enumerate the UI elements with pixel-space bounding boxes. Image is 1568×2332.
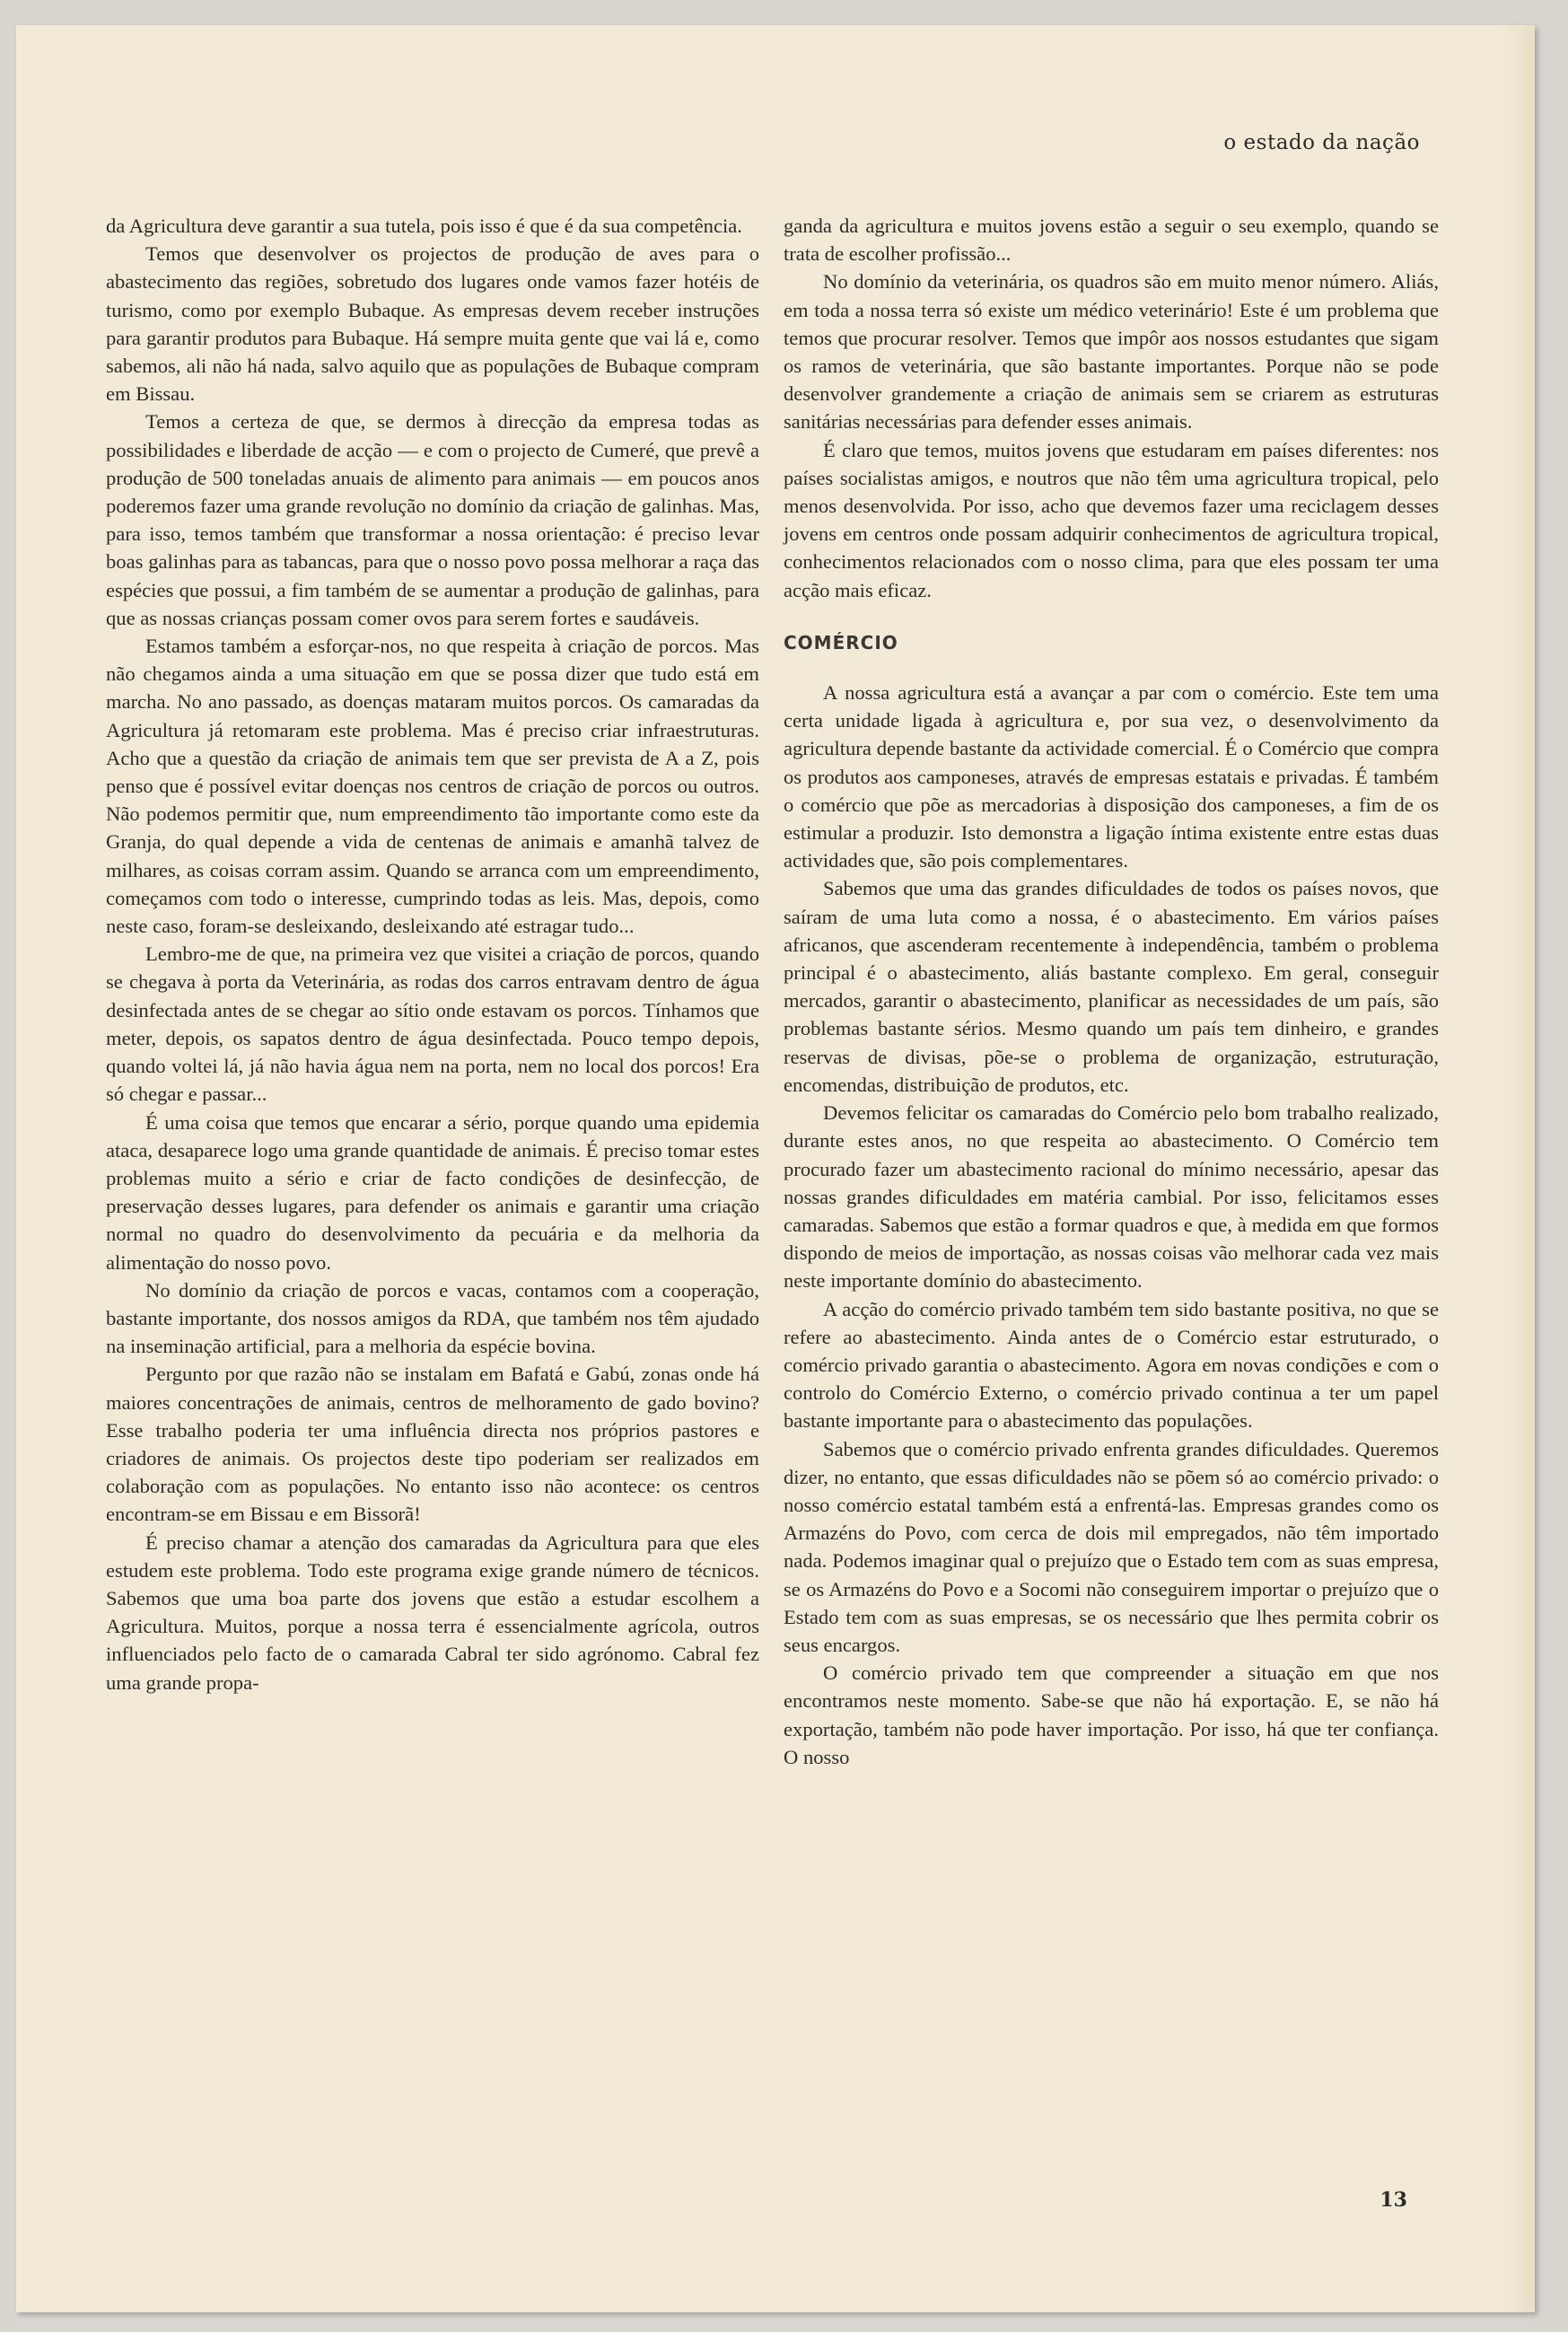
paragraph: O comércio privado tem que compreender a situação em que nos encontramos neste momento. Sabe-se que não há exportação. E, se não há exportação, também não pode haver importação. Por isso, há que ter confiança. O nosso [784,1661,1439,1768]
paragraph: Sabemos que uma das grandes dificuldades de todos os países novos, que saíram de uma luta como a nossa, é o abastecimento. Em vários países africanos, que ascenderam recentemente à independência, também o problema principal é o abastecimento, aliás bastante complexo. Em geral, conseguir mercados, garantir o abastecimento, planificar as necessidades de um país, são problemas bastante sérios. Mesmo quando um país tem dinheiro, e grandes reservas de divisas, põe-se o problema de organização, estruturação, encomendas, distribuição de produtos, etc. [784,877,1439,1096]
paragraph: A acção do comércio privado também tem sido bastante positiva, no que se refere ao abastecimento. Ainda antes de o Comércio estar estruturado, o comércio privado garantia o abastecimento. Agora em novas condições e com o controlo do Comércio Externo, o comércio privado continua a ter um papel bastante importante para o abastecimento das populações. [784,1297,1439,1433]
paragraph: No domínio da veterinária, os quadros são em muito menor número. Aliás, em toda a nossa terra só existe um médico veterinário! Este é um problema que temos que procurar resolver. Temos que impôr aos nossos estudantes que sigam os ramos de veterinária, que são bastante importantes. Porque não se pode desenvolver grandemente a criação de animais sem se criarem as estruturas sanitárias necessárias para defender esses animais. [784,270,1439,434]
paragraph: Devemos felicitar os camaradas do Comércio pelo bom trabalho realizado, durante estes anos, no que respeita ao abastecimento. O Comércio tem procurado fazer um abastecimento racional do mínimo necessário, apesar das nossas grandes dificuldades em matéria cambial. Por isso, felicitamos esses camaradas. Sabemos que estão a formar quadros e que, à medida em que formos dispondo de meios de importação, as nossas coisas vão melhorar cada vez mais neste importante domínio do abastecimento. [784,1101,1439,1293]
running-header: o estado da nação [1223,131,1420,154]
page-number: 13 [1380,2188,1407,2212]
paragraph: É claro que temos, muitos jovens que estudaram em países diferentes: nos países socialistas amigos, e noutros que não têm uma agricultura tropical, pelo menos desenvolvida. Por isso, acho que devemos fazer uma reciclagem desses jovens em centros onde possam adquirir conhecimentos de agricultura tropical, conhecimentos relacionados com o nosso clima, para que eles possam ter uma acção mais eficaz. [784,438,1439,601]
paragraph: É preciso chamar a atenção dos camaradas da Agricultura para que eles estudem este problema. Todo este programa exige grande número de técnicos. Sabemos que uma boa parte dos jovens que estão a estudar escolhem a Agricultura. Muitos, porque a nossa terra é essencialmente agrícola, outros influenciados pelo facto de o camarada Cabral ter sido agrónomo. Cabral fez uma grande propa- [106,1530,759,1694]
paragraph: Estamos também a esforçar-nos, no que respeita à criação de porcos. Mas não chegamos ainda a uma situação em que se possa dizer que tudo está em marcha. No ano passado, as doenças mataram muitos porcos. Os camaradas da Agricultura já retomaram este problema. Mas é preciso criar infraestruturas. Acho que a questão da criação de animais tem que ser prevista de A a Z, pois penso que é possível evitar doenças nos centros de criação de porcos ou outros. Não podemos permitir que, num empreendimento tão importante como este da Granja, do qual depende a vida de centenas de animais e amanhã talvez de milhares, as coisas corram assim. Quando se arranca com um empreendimento, começamos com todo o interesse, cumprindo todas as leis. Mas, depois, como neste caso, foram-se desleixando, desleixando até estragar tudo... [106,635,759,938]
left-column [106,212,759,1696]
paragraph: Temos a certeza de que, se dermos à direcção da empresa todas as possibilidades e liberdade de acção — e com o projecto de Cumeré, que prevê a produção de 500 toneladas anuais de alimento para animais — em poucos anos poderemos fazer uma grande revolução no domínio da criação de galinhas. Mas, para isso, temos também que transformar a nossa orientação: é preciso levar boas galinhas para as tabancas, para que o nosso povo possa melhorar a raça das espécies que possui, a fim também de se aumentar a produção de galinhas, para que as nossas crianças possam comer ovos para serem fortes e saudáveis. [106,410,759,629]
paragraph: da Agricultura deve garantir a sua tutela, pois isso é que é da sua competência. [106,215,742,237]
paragraph: A nossa agricultura está a avançar a par com o comércio. Este tem uma certa unidade ligada à agricultura e, por sua vez, o desenvolvimento da agricultura depende bastante da actividade comercial. É o Comércio que compra os produtos aos camponeses, através de empresas estatais e privadas. É também o comércio que põe as mercadorias à disposição dos camponeses, a fim de os estimular a produzir. Isto demonstra a ligação íntima existente entre estas duas actividades que, são pois complementares. [784,681,1439,872]
paragraph: Sabemos que o comércio privado enfrenta grandes dificuldades. Queremos dizer, no entanto, que essas dificuldades não se põem só ao comércio privado: o nosso comércio estatal também está a enfrentá-las. Empresas grandes como os Armazéns do Povo, com cerca de dois mil empregados, não têm importado nada. Podemos imaginar qual o prejuízo que o Estado tem com as suas empresa, se os Armazéns do Povo e a Socomi não conseguirem importar o prejuízo que o Estado tem com as suas empresas, se os necessário que lhes permita cobrir os seus encargos. [784,1437,1439,1656]
paragraph: No domínio da criação de porcos e vacas, contamos com a cooperação, bastante importante, dos nossos amigos da RDA, que também nos têm ajudado na inseminação artificial, para a melhoria da espécie bovina. [106,1278,759,1358]
paragraph: É uma coisa que temos que encarar a sério, porque quando uma epidemia ataca, desaparece logo uma grande quantidade de animais. É preciso tomar estes problemas muito a sério e criar de facto condições de desinfecção, de preservação desses lugares, para defender os animais e garantir uma criação normal no quadro do desenvolvimento da pecuária e da melhoria da alimentação do nosso povo. [106,1110,759,1274]
section-heading-comercio: COMÉRCIO [784,631,898,653]
paper-edge [1499,25,1535,2312]
paragraph: ganda da agricultura e muitos jovens estão a seguir o seu exemplo, quando se trata de escolher profissão... [784,215,1439,266]
paragraph: Pergunto por que razão não se instalam em Bafatá e Gabú, zonas onde há maiores concentrações de animais, centros de melhoramento de gado bovino? Esse trabalho poderia ter uma influência directa nos próprios pastores e criadores de animais. Os projectos deste tipo poderiam ser realizados em colaboração com as populações. No entanto isso não acontece: os centros encontram-se em Bissau e em Bissorã! [106,1363,759,1526]
magazine-page [16,25,1535,2312]
paragraph: Temos que desenvolver os projectos de produção de aves para o abastecimento das regiões, sobretudo dos lugares onde vamos fazer hotéis de turismo, como por exemplo Bubaque. As empresas devem receber instruções para garantir produtos para Bubaque. Há sempre muita gente que vai lá e, como sabemos, ali não há nada, salvo aquilo que as populações de Bubaque compram em Bissau. [106,242,759,406]
right-column [784,212,1439,1771]
paragraph: Lembro-me de que, na primeira vez que visitei a criação de porcos, quando se chegava à porta da Veterinária, as rodas dos carros entravam dentro de água desinfectada antes de se chegar ao sítio onde estavam os porcos. Tínhamos que meter, depois, os sapatos dentro de água desinfectada. Pouco tempo depois, quando voltei lá, já não havia água nem na porta, nem no local dos porcos! Era só chegar e passar... [106,942,759,1106]
